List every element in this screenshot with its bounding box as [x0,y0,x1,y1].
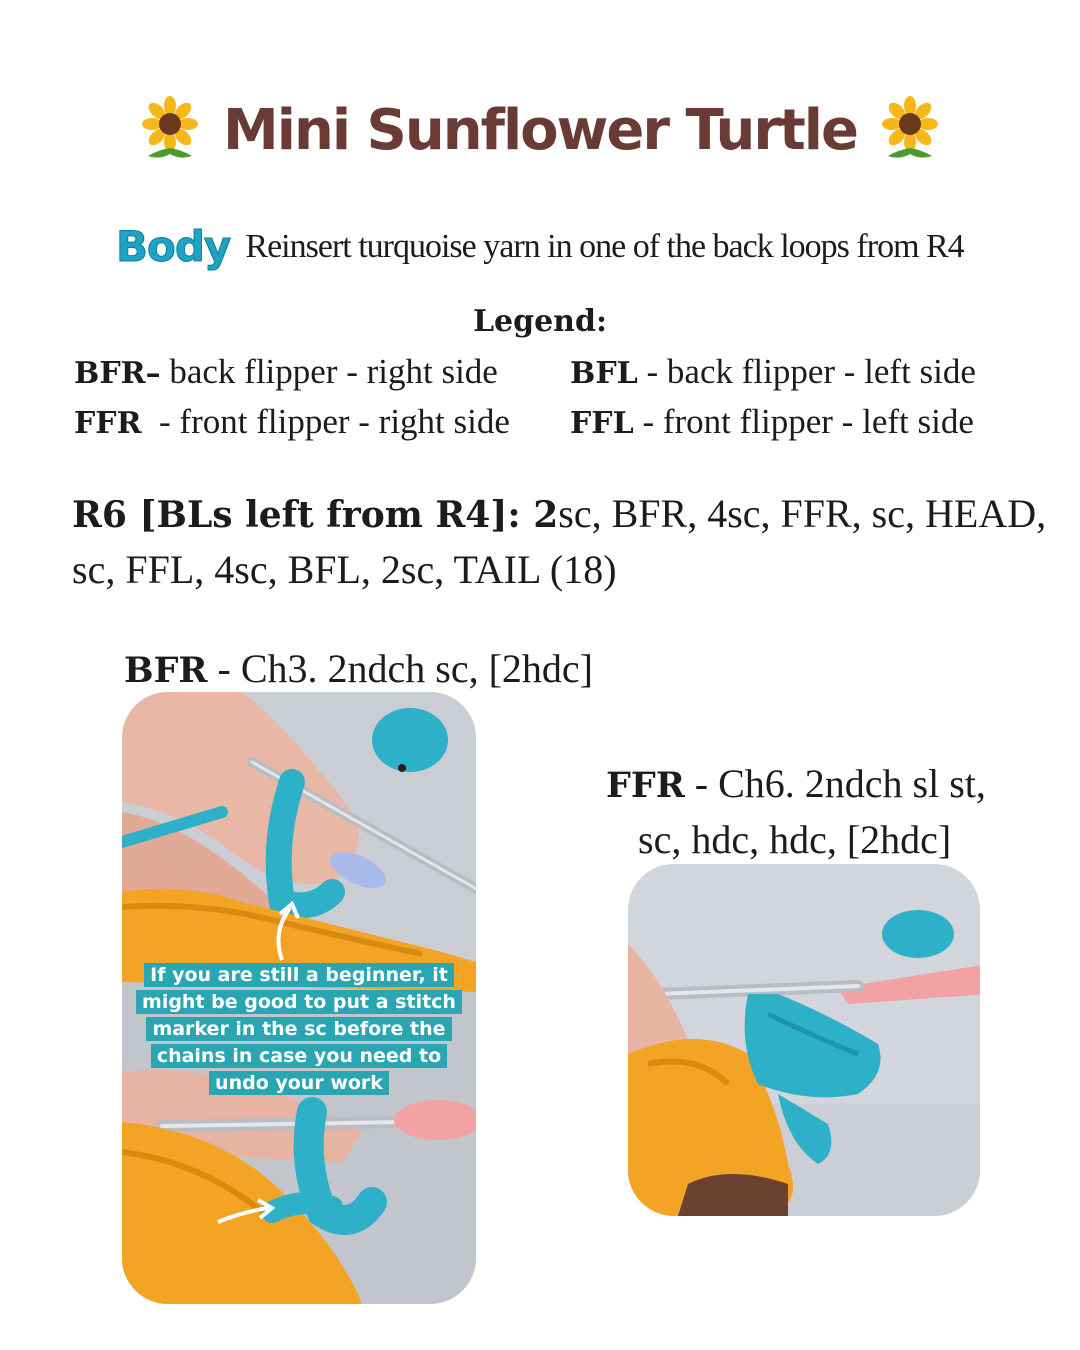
body-section-header [116,222,964,271]
page-title [0,98,1080,166]
legend-desc: - front flipper - right side [141,402,510,441]
sunflower-icon [142,96,198,160]
round6-text-1: sc, BFR, 4sc, FFR, sc, HEAD, [558,491,1047,536]
body-instruction: Reinsert turquoise yarn in one of the back loops from R4 [245,227,964,265]
body-label: Body [116,222,231,271]
legend-title: Legend: [472,304,608,339]
round6-label: R6 [BLs left from R4]: 2 [72,494,559,536]
page-title-text: Mini Sunflower Turtle [223,98,857,163]
photo-ffr-illustration [628,864,980,1216]
legend-abbr: BFL [570,356,638,391]
legend-item-bfl [570,352,976,392]
bfr-instruction [124,645,593,692]
legend-abbr: FFR [74,406,142,441]
photo-ffr-step [628,864,980,1216]
ffr-text-1: - Ch6. 2ndch sl st, [684,761,986,806]
legend-item-bfr [74,352,498,392]
bfr-text: - Ch3. 2ndch sc, [2hdc] [207,646,593,691]
legend-abbr: FFL [570,406,634,441]
legend-desc: - front flipper - left side [633,402,974,441]
ffr-instruction-line2 [638,816,951,863]
ffr-abbr: FFR [606,765,685,806]
legend-desc: back flipper - right side [160,352,498,391]
legend-item-ffl [570,402,974,442]
legend-desc: - back flipper - left side [637,352,976,391]
bfr-abbr: BFR [124,650,208,691]
ffr-text-2: sc, hdc, hdc, [2hdc] [638,817,952,862]
legend-abbr: BFR– [74,356,161,391]
round6-line1 [72,490,1047,537]
beginner-tip [134,962,464,1097]
round6-line2 [72,546,1032,593]
sunflower-icon [882,96,938,160]
ffr-instruction-line1 [606,760,986,807]
beginner-tip-text: If you are still a beginner, it might be good to put a stitch marker in the sc before the chains in case you need to undo your work [136,963,462,1095]
round6-text-2: sc, FFL, 4sc, BFL, 2sc, TAIL (18) [72,547,617,592]
legend-item-ffr [74,402,510,442]
